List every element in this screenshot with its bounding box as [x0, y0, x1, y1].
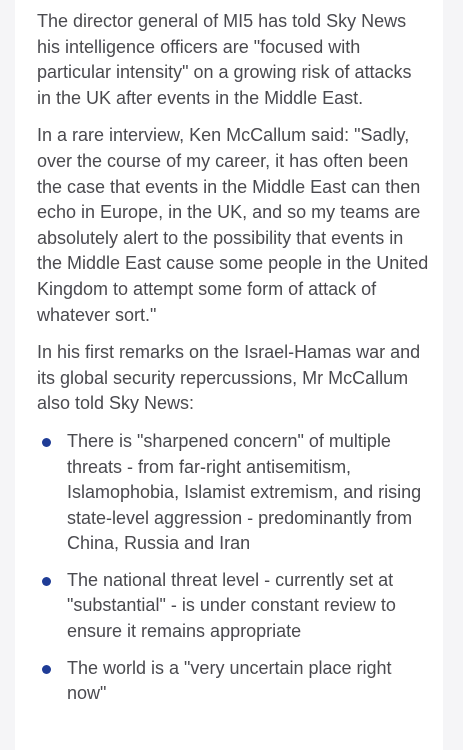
- article-paragraph: The director general of MI5 has told Sky News his intelligence officers are "focused with particular intensity" on a growing risk of attacks in the UK after events in the Middle East.: [37, 11, 412, 108]
- bullet-dot-icon: [42, 438, 51, 447]
- list-item: [37, 656, 429, 707]
- article-body: [15, 0, 443, 750]
- article-paragraph: In his first remarks on the Israel-Hamas war and its global security repercussions, Mr McCallum also told Sky News:: [37, 342, 421, 414]
- bullet-text: The national threat level - currently set at "substantial" - is under constant review to ensure it remains appropriate: [67, 569, 396, 642]
- list-item: [37, 568, 429, 645]
- bullet-text: There is "sharpened concern" of multiple threats - from far-right antisemitism, Islamophobia, Islamist extremism, and rising state-level aggression - predominantly from China, Russia and Iran: [67, 430, 422, 554]
- bullet-dot-icon: [42, 665, 51, 674]
- bullet-text: The world is a "very uncertain place right now": [67, 657, 392, 704]
- bullet-list: [37, 429, 429, 707]
- bullet-dot-icon: [42, 577, 51, 586]
- list-item: [37, 429, 429, 557]
- article-paragraph: In a rare interview, Ken McCallum said: "Sadly, over the course of my career, it has often been the case that events in the Middle East can then echo in Europe, in the UK, and so my teams are absolutely alert to the possibility that events in the Middle East cause some people in the United Kingdom to attempt some form of attack of whatever sort.": [37, 125, 429, 325]
